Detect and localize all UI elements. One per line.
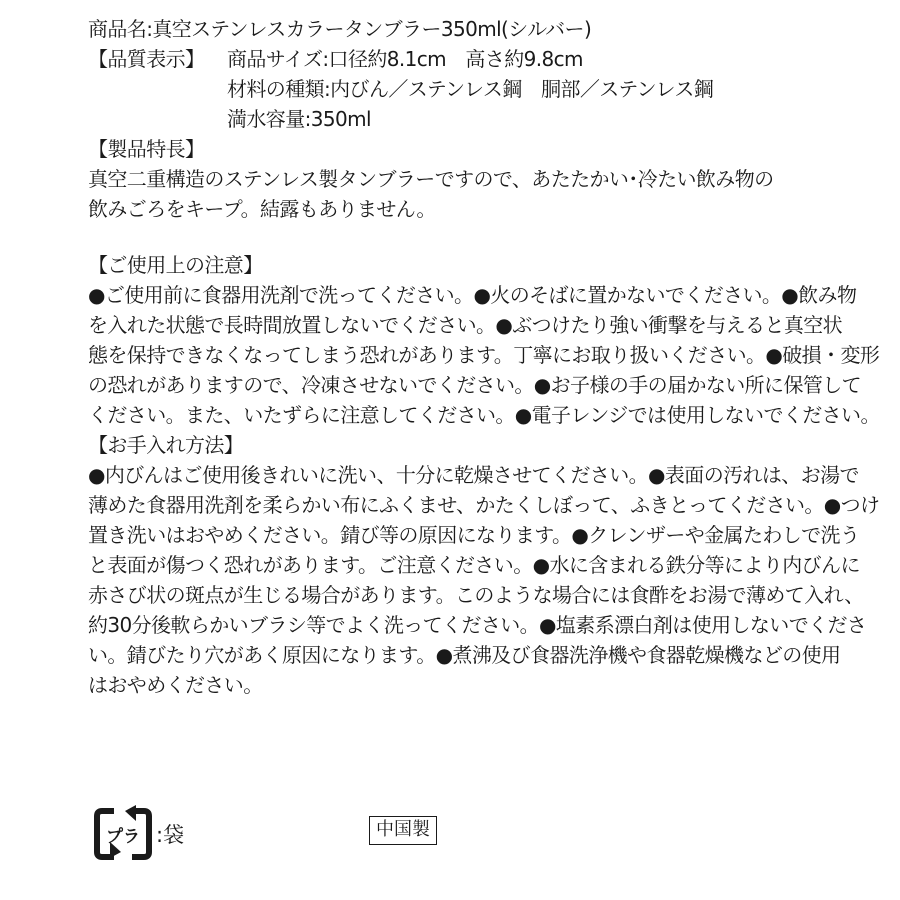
care-line: はおやめください。 (88, 673, 263, 697)
quality-material: 材料の種類:内びん／ステンレス鋼 胴部／ステンレス鋼 (227, 77, 714, 101)
cautions-line: 態を保持できなくなってしまう恐れがあります。丁寧にお取り扱いください。●破損・変形 (88, 343, 880, 367)
cautions-line: を入れた状態で長時間放置しないでください。●ぶつけたり強い衝撃を与えると真空状 (88, 313, 843, 337)
care-line: 置き洗いはおやめください。錆び等の原因になります。●クレンザーや金属たわしで洗う (88, 523, 860, 547)
features-heading: 【製品特長】 (88, 137, 205, 161)
cautions-heading: 【ご使用上の注意】 (88, 253, 263, 277)
quality-size: 商品サイズ:口径約8.1cm 高さ約9.8cm (227, 47, 583, 71)
care-line: 約30分後軟らかいブラシ等でよく洗ってください。●塩素系漂白剤は使用しないでくださ (88, 613, 867, 637)
quality-capacity: 満水容量:350ml (227, 107, 371, 131)
care-line: ●内びんはご使用後きれいに洗い、十分に乾燥させてください。●表面の汚れは、お湯で (88, 463, 859, 487)
care-heading: 【お手入れ方法】 (88, 433, 244, 457)
recycle-mark (92, 805, 184, 863)
cautions-line: の恐れがありますので、冷凍させないでください。●お子様の手の届かない所に保管して (88, 373, 862, 397)
country-of-origin: 中国製 (369, 816, 437, 845)
recycle-pla-icon (92, 805, 154, 863)
features-line: 飲みごろをキープ。結露もありません。 (88, 197, 436, 221)
care-line: 薄めた食器用洗剤を柔らかい布にふくませ、かたくしぼって、ふきとってください。●つけ (88, 493, 880, 517)
quality-row-size (88, 44, 810, 74)
care-line: い。錆びたり穴があく原因になります。●煮沸及び食器洗浄機や食器乾燥機などの使用 (88, 643, 841, 667)
recycle-icon-text: プラ (106, 827, 140, 847)
care-line: と表面が傷つく恐れがあります。ご注意ください。●水に含まれる鉄分等により内びんに (88, 553, 860, 577)
features-line: 真空二重構造のステンレス製タンブラーですので、あたたかい･冷たい飲み物の (88, 167, 774, 191)
care-line: 赤さび状の斑点が生じる場合があります。このような場合には食酢をお湯で薄めて入れ、 (88, 583, 864, 607)
cautions-line: ●ご使用前に食器用洗剤で洗ってください。●火のそばに置かないでください。●飲み物 (88, 283, 857, 307)
cautions-line: ください。また、いたずらに注意してください。●電子レンジでは使用しないでください。 (88, 403, 880, 427)
product-name: 商品名:真空ステンレスカラータンブラー350ml(シルバー) (88, 17, 592, 41)
recycle-label: :袋 (156, 823, 185, 847)
quality-heading: 【品質表示】 (88, 47, 205, 71)
product-label-document (88, 14, 880, 700)
section-spacer (88, 224, 810, 250)
